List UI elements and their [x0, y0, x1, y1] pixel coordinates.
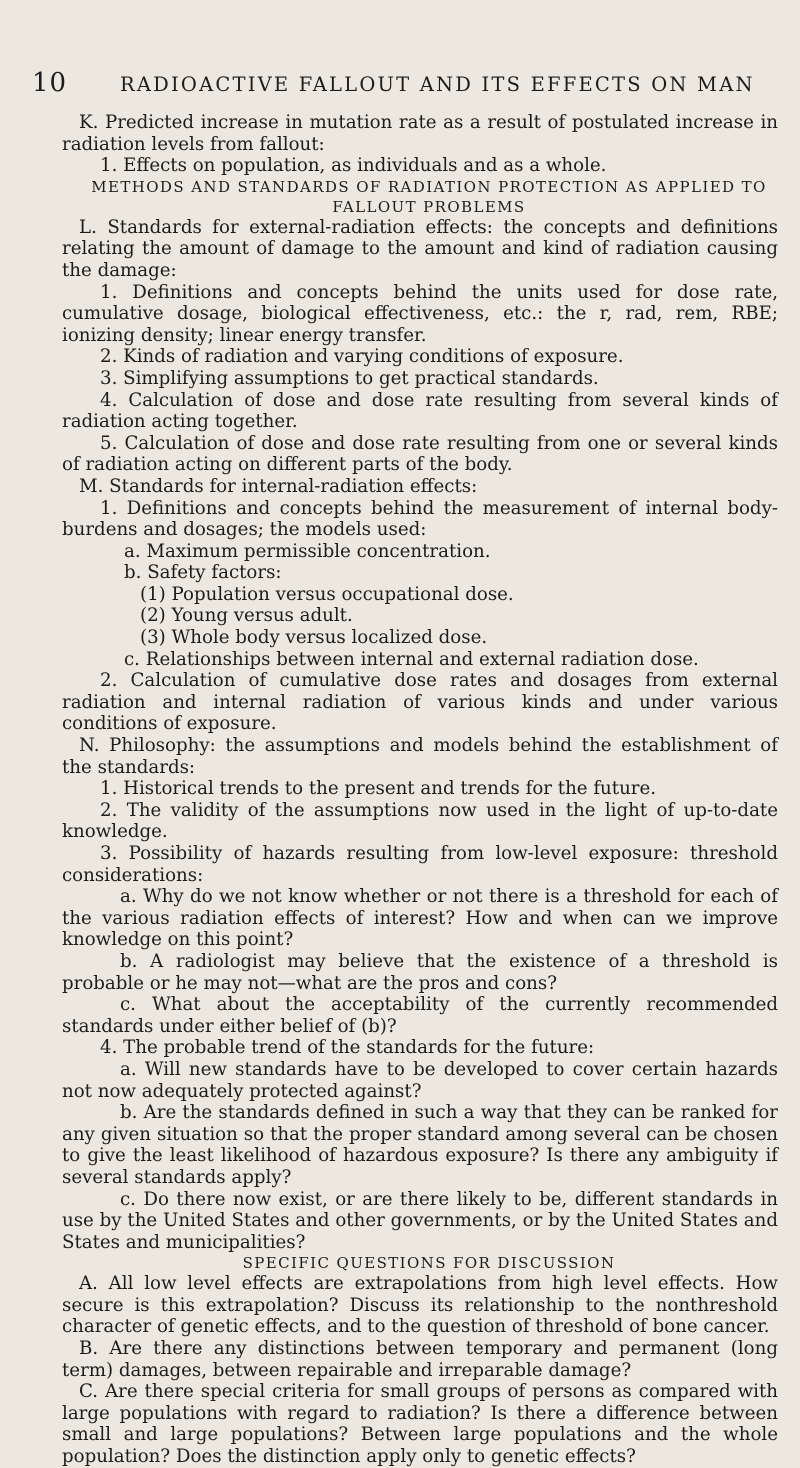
item-N4: 4. The probable trend of the standards for the future:	[100, 1037, 595, 1059]
item-L4: 4. Calculation of dose and dose rate resulting from several kinds of radiation acting together.	[62, 389, 778, 433]
item-M1b2: (2) Young versus adult.	[140, 605, 353, 627]
item-N4b: b. Are the standards defined in such a way that they can be ranked for any given situation so that the proper standard among several can be chosen to give the least likelihood of hazardous exposure? Is there any ambiguity if several standards apply?	[62, 1102, 778, 1188]
item-M1b3: (3) Whole body versus localized dose.	[140, 627, 488, 649]
item-N3a: a. Why do we not know whether or not there is a threshold for each of the various radiation effects of interest? How and when can we improve knowledge on this point?	[62, 886, 778, 951]
item-L: L. Standards for external-radiation effects: the concepts and definitions relating the amount of damage to the amount and kind of radiation causing the damage:	[62, 216, 778, 281]
item-L1: 1. Definitions and concepts behind the units used for dose rate, cumulative dosage, biological effectiveness, etc.: the r, rad, rem, RBE; ionizing density; linear energy transfer.	[62, 281, 778, 346]
item-M2: 2. Calculation of cumulative dose rates and dosages from external radiation and internal radiation of various kinds and under various conditions of exposure.	[62, 670, 778, 735]
item-N4c: c. Do there now exist, or are there likely to be, different standards in use by the United States and other governments, or by the United States and States and municipalities?	[62, 1188, 778, 1253]
item-N2: 2. The validity of the assumptions now used in the light of up-to-date knowledge.	[62, 799, 778, 843]
item-K1: 1. Effects on population, as individuals and as a whole.	[100, 155, 607, 177]
item-N: N. Philosophy: the assumptions and models behind the establishment of the standards:	[62, 735, 778, 778]
item-N3c: c. What about the acceptability of the currently recommended standards under either belief of (b)?	[62, 994, 778, 1037]
item-M1b1: (1) Population versus occupational dose.	[140, 583, 514, 605]
item-M1: 1. Definitions and concepts behind the measurement of internal body-burdens and dosages; the models used:	[62, 497, 778, 541]
page-number: 10	[32, 68, 68, 98]
item-L3: 3. Simplifying assumptions to get practical standards.	[100, 367, 599, 389]
question-C: C. Are there special criteria for small groups of persons as compared with large populations with regard to radiation? Is there a difference between small and large populations? Between large populations and the whole population? Does the distinction apply only to genetic effects?	[62, 1381, 778, 1468]
item-N3b: b. A radiologist may believe that the existence of a threshold is probable or he may not—what are the pros and cons?	[62, 950, 778, 994]
page-body	[62, 112, 778, 1468]
section-heading-questions: SPECIFIC QUESTIONS FOR DISCUSSION	[242, 1254, 616, 1273]
page-header	[32, 68, 760, 98]
item-K: K. Predicted increase in mutation rate as a result of postulated increase in radiation levels from fallout:	[62, 112, 778, 155]
question-A: A. All low level effects are extrapolations from high level effects. How secure is this extrapolation? Discuss its relationship to the nonthreshold character of genetic effects, and to the question of threshold of bone cancer.	[62, 1273, 778, 1338]
item-M1b: b. Safety factors:	[124, 562, 282, 584]
item-M1c: c. Relationships between internal and external radiation dose.	[124, 648, 699, 670]
item-N3: 3. Possibility of hazards resulting from low-level exposure: threshold considerations:	[62, 843, 778, 886]
item-M1a: a. Maximum permissible concentration.	[124, 540, 491, 562]
item-L2: 2. Kinds of radiation and varying conditions of exposure.	[100, 346, 624, 368]
item-L5: 5. Calculation of dose and dose rate resulting from one or several kinds of radiation acting on different parts of the body.	[62, 432, 778, 476]
item-M: M. Standards for internal-radiation effects:	[79, 475, 478, 497]
item-N4a: a. Will new standards have to be developed to cover certain hazards not now adequately protected against?	[62, 1058, 778, 1102]
question-B: B. Are there any distinctions between temporary and permanent (long term) damages, between repairable and irreparable damage?	[62, 1338, 778, 1381]
section-heading-methods: METHODS AND STANDARDS OF RADIATION PROTECTION AS APPLIED TO FALLOUT PROBLEMS	[91, 177, 767, 216]
running-title: RADIOACTIVE FALLOUT AND ITS EFFECTS ON MAN	[120, 73, 755, 96]
item-N1: 1. Historical trends to the present and trends for the future.	[100, 778, 657, 800]
